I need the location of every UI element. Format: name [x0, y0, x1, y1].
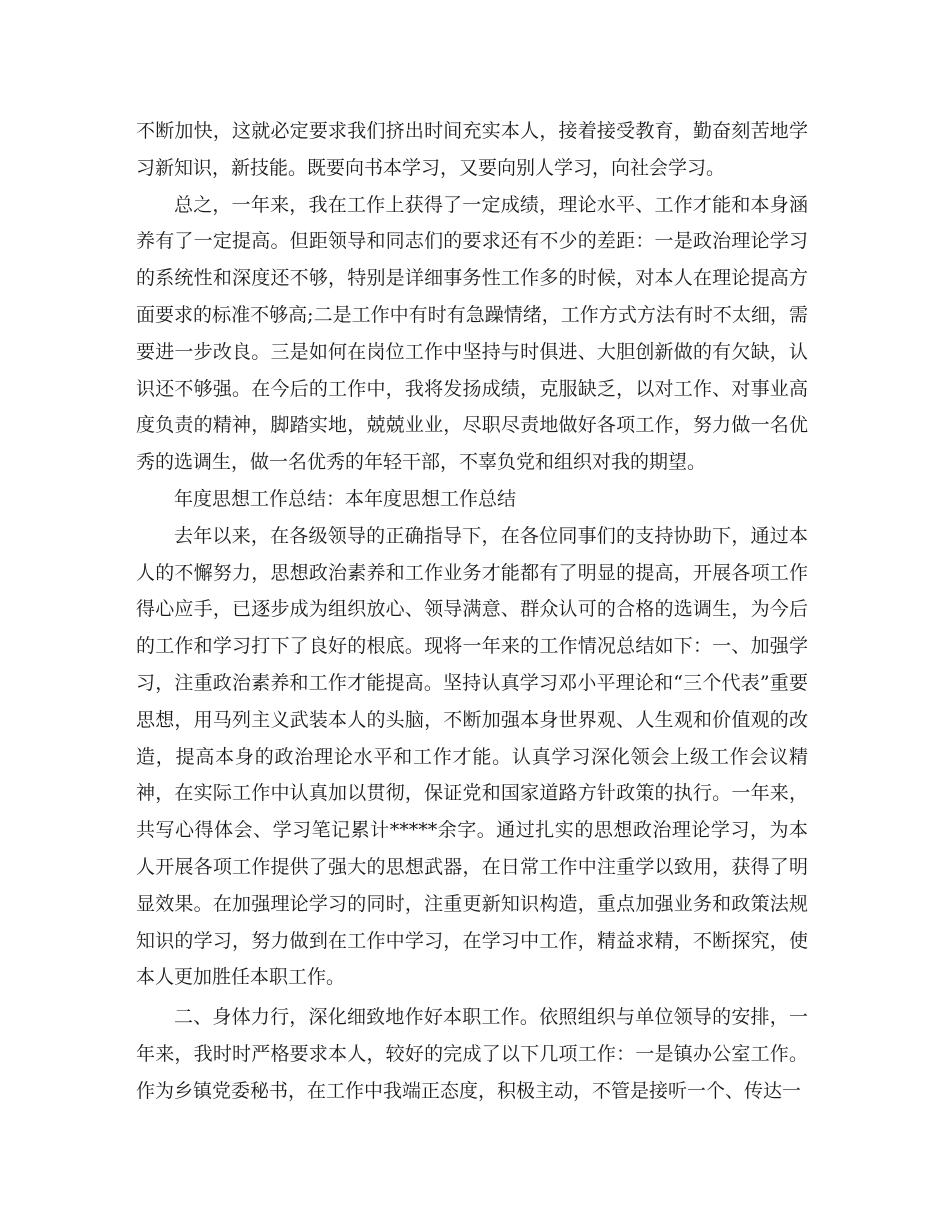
- paragraph-continuation: 不断加快，这就必定要求我们挤出时间充实本人，接着接受教育，勤奋刻苦地学习新知识，新技能。既要向书本学习，又要向别人学习，向社会学习。: [136, 120, 808, 179]
- paragraph-review: 去年以来，在各级领导的正确指导下，在各位同事们的支持协助下，通过本人的不懈努力，思想政治素养和工作业务才能都有了明显的提高，开展各项工作得心应手，已逐步成为组织放心、领导满意、群众认可的合格的选调生，为今后的工作和学习打下了良好的根底。现将一年来的工作情况总结如下：一、加强学习，注重政治素养和工作才能提高。坚持认真学习邓小平理论和“三个代表”重要思想，用马列主义武装本人的头脑，不断加强本身世界观、人生观和价值观的改造，提高本身的政治理论水平和工作才能。认真学习深化领会上级工作会议精神，在实际工作中认真加以贯彻，保证党和国家道路方针政策的执行。一年来，共写心得体会、学习笔记累计*****余字。通过扎实的思想政治理论学习，为本人开展各项工作提供了强大的思想武器，在日常工作中注重学以致用，获得了明显效果。在加强理论学习的同时，注重更新知识构造，重点加强业务和政策法规知识的学习，努力做到在工作中学习，在学习中工作，精益求精，不断探究，使本人更加胜任本职工作。: [136, 524, 808, 989]
- section-heading: 年度思想工作总结：本年度思想工作总结: [174, 487, 517, 510]
- paragraph-duties: 二、身体力行，深化细致地作好本职工作。依照组织与单位领导的安排，一年来，我时时严格要求本人，较好的完成了以下几项工作：一是镇办公室工作。作为乡镇党委秘书，在工作中我端正态度，积极主动，不管是接听一个、传达一: [136, 1006, 808, 1102]
- document-body: [136, 113, 808, 1110]
- paragraph-summary: 总之，一年来，我在工作上获得了一定成绩，理论水平、工作才能和本身涵养有了一定提高。但距领导和同志们的要求还有不少的差距：一是政治理论学习的系统性和深度还不够，特别是详细事务性工作多的时候，对本人在理论提高方面要求的标准不够高;二是工作中有时有急躁情绪，工作方式方法有时不太细，需要进一步改良。三是如何在岗位工作中坚持与时俱进、大胆创新做的有欠缺，认识还不够强。在今后的工作中，我将发扬成绩，克服缺乏，以对工作、对事业高度负责的精神，脚踏实地，兢兢业业，尽职尽责地做好各项工作，努力做一名优秀的选调生，做一名优秀的年轻干部，不辜负党和组织对我的期望。: [136, 193, 808, 474]
